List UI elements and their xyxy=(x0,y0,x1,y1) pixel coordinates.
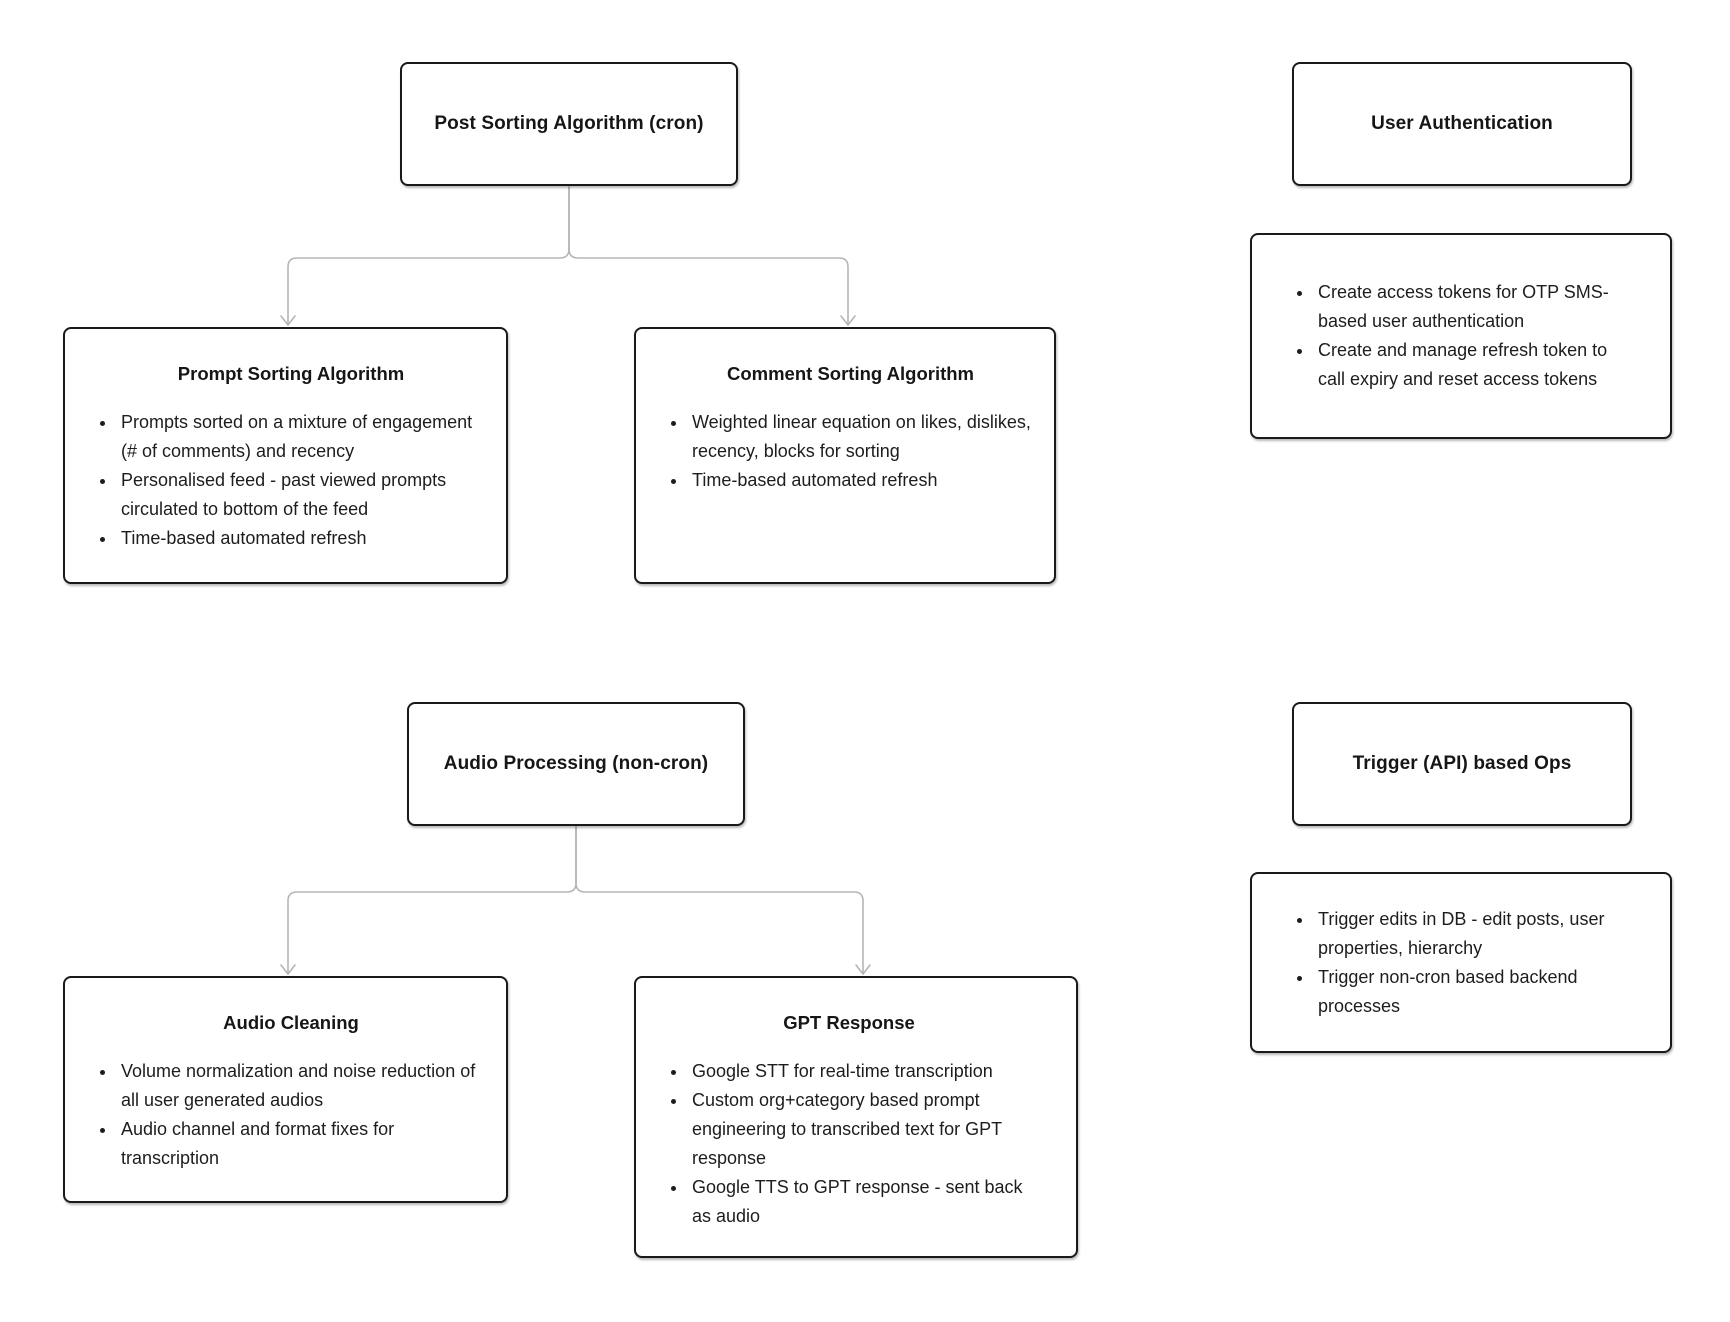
arrow-down-icon xyxy=(281,965,295,974)
node-title: User Authentication xyxy=(1371,113,1553,134)
bullet-list xyxy=(1292,905,1620,1021)
node-gpt-response xyxy=(634,976,1078,1258)
node-user-authentication xyxy=(1292,62,1632,186)
bullet-list xyxy=(666,408,1035,495)
bullet-item: • Custom org+category based prompt engineering to transcribed text for GPT response xyxy=(688,1086,1032,1173)
node-title: Audio Processing (non-cron) xyxy=(443,753,709,774)
node-comment-sorting-algorithm xyxy=(634,327,1056,584)
bullet-item: • Google TTS to GPT response - sent back as audio xyxy=(688,1173,1032,1231)
node-heading: Prompt Sorting Algorithm xyxy=(177,363,405,384)
bullet-list xyxy=(1292,278,1620,394)
bullet-list xyxy=(95,408,487,553)
bullet-item: • Create and manage refresh token to call expiry and reset access tokens xyxy=(1314,336,1620,394)
arrow-down-icon xyxy=(841,316,855,325)
node-prompt-sorting-algorithm xyxy=(63,327,508,584)
node-trigger-api-ops xyxy=(1292,702,1632,826)
bullet-item: • Trigger non-cron based backend processes xyxy=(1314,963,1620,1021)
node-audio-cleaning xyxy=(63,976,508,1203)
node-title: Trigger (API) based Ops xyxy=(1352,753,1572,774)
node-audio-processing xyxy=(407,702,745,826)
connector-audio-to-gpt xyxy=(576,827,863,974)
bullet-item: • Prompts sorted on a mixture of engagement (# of comments) and recency xyxy=(117,408,487,466)
connector-audio-to-cleaning xyxy=(288,827,576,974)
node-heading: Audio Cleaning xyxy=(223,1012,359,1033)
bullet-item: • Weighted linear equation on likes, dislikes, recency, blocks for sorting xyxy=(688,408,1035,466)
connector-post-to-prompt xyxy=(288,187,569,325)
bullet-item: • Time-based automated refresh xyxy=(688,466,1035,495)
bullet-list xyxy=(95,1057,487,1173)
bullet-item: • Audio channel and format fixes for transcription xyxy=(117,1115,487,1173)
node-user-authentication-details xyxy=(1250,233,1672,439)
node-post-sorting-algorithm xyxy=(400,62,738,186)
bullet-item: • Google STT for real-time transcription xyxy=(688,1057,1032,1086)
node-trigger-api-ops-details xyxy=(1250,872,1672,1053)
arrow-down-icon xyxy=(281,316,295,325)
bullet-item: • Create access tokens for OTP SMS-based user authentication xyxy=(1314,278,1620,336)
connector-post-to-comment xyxy=(569,187,848,325)
bullet-item: • Volume normalization and noise reduction of all user generated audios xyxy=(117,1057,487,1115)
node-heading: Comment Sorting Algorithm xyxy=(727,363,974,384)
bullet-item: • Trigger edits in DB - edit posts, user properties, hierarchy xyxy=(1314,905,1620,963)
node-title: Post Sorting Algorithm (cron) xyxy=(434,113,704,134)
node-heading: GPT Response xyxy=(783,1012,915,1033)
arrow-down-icon xyxy=(856,965,870,974)
bullet-item: • Time-based automated refresh xyxy=(117,524,487,553)
bullet-list xyxy=(666,1057,1032,1231)
bullet-item: • Personalised feed - past viewed prompts circulated to bottom of the feed xyxy=(117,466,487,524)
